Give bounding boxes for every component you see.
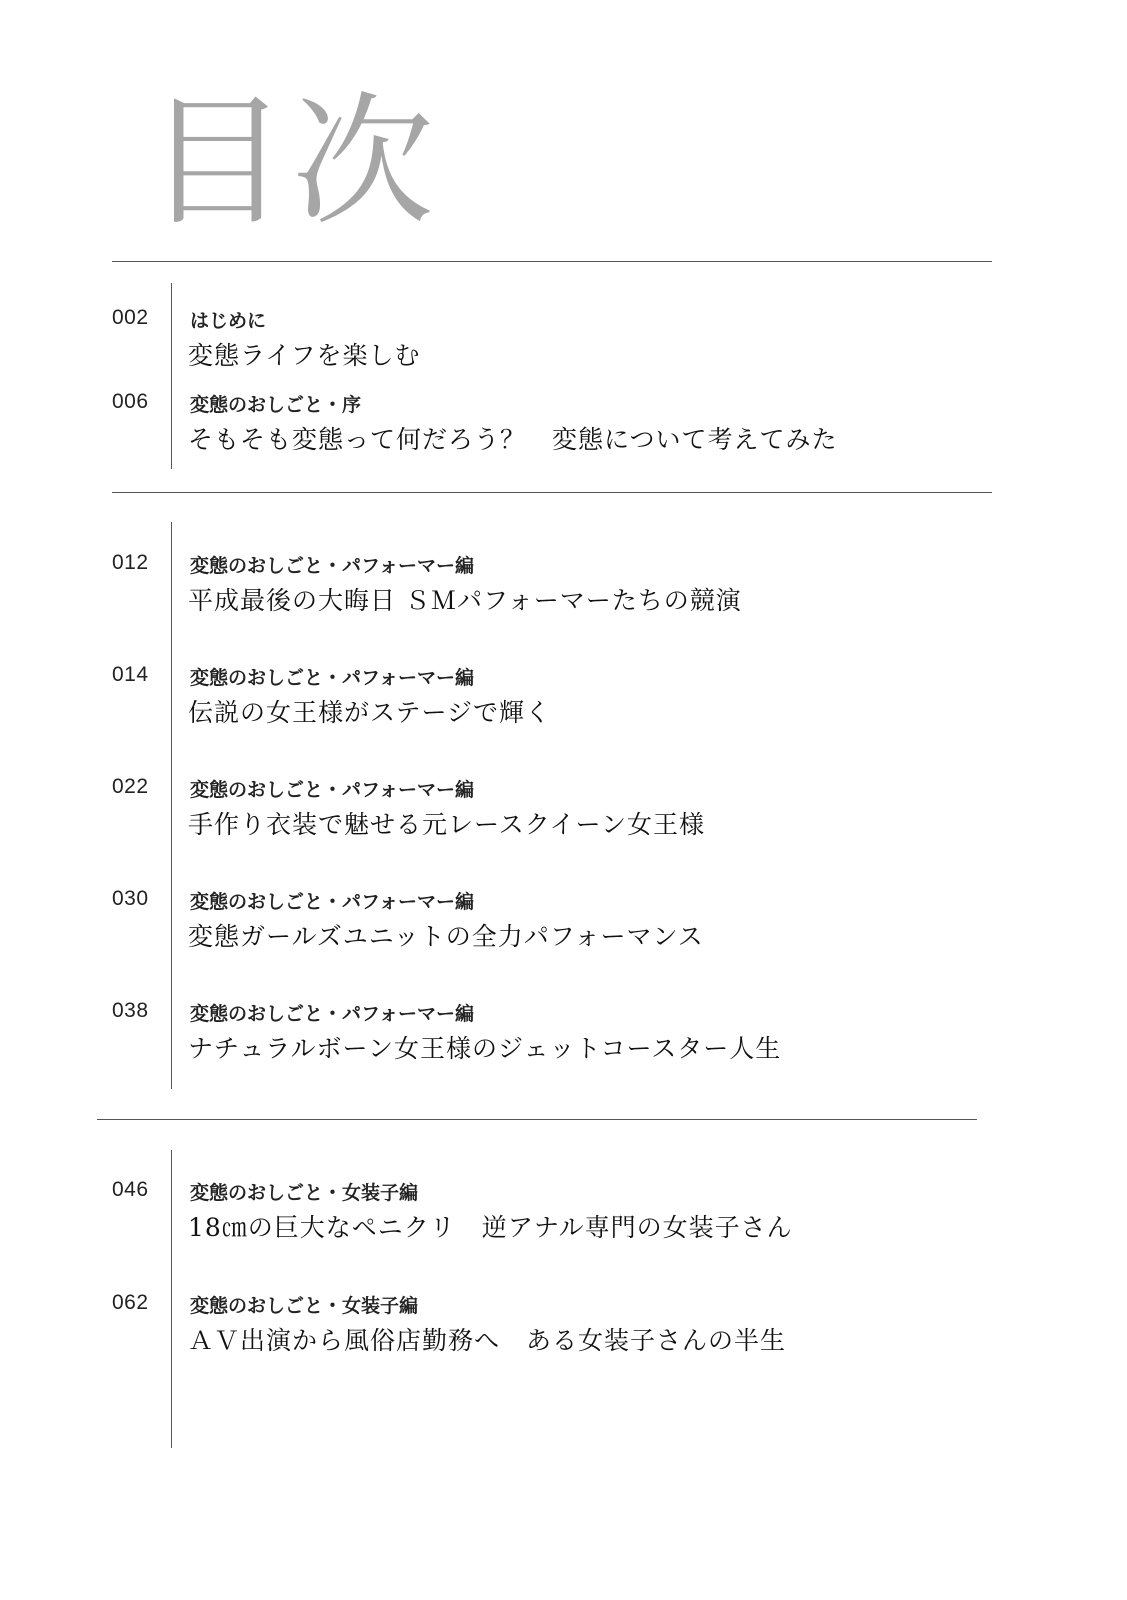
entry-title: 18㎝の巨大なペニクリ 逆アナル専門の女装子さん	[188, 1213, 793, 1242]
page-number: 030	[112, 887, 149, 910]
page-number: 006	[112, 390, 149, 413]
page-number: 022	[112, 775, 149, 798]
entry-title: 平成最後の大晦日 ＳＭパフォーマーたちの競演	[188, 586, 742, 615]
entry-title: 変態ライフを楽しむ	[188, 341, 421, 370]
page-number: 062	[112, 1291, 149, 1314]
entry-category: 変態のおしごと・パフォーマー編	[190, 1003, 475, 1025]
page-number: 002	[112, 306, 149, 329]
entry-category: 変態のおしごと・パフォーマー編	[190, 891, 475, 913]
entry-title: 手作り衣装で魅せる元レースクイーン女王様	[188, 810, 706, 839]
entry-title: 伝説の女王様がステージで輝く	[188, 698, 552, 727]
entry-title: ＡＶ出演から風俗店勤務へ ある女装子さんの半生	[188, 1326, 787, 1355]
entry-category: はじめに	[190, 310, 267, 332]
page-number: 014	[112, 663, 149, 686]
page-number: 046	[112, 1178, 149, 1201]
page-number: 038	[112, 999, 149, 1022]
entry-category: 変態のおしごと・女装子編	[190, 1295, 419, 1317]
section-1-vertical-rule	[171, 283, 172, 469]
entry-title: ナチュラルボーン女王様のジェットコースター人生	[188, 1034, 782, 1063]
entry-category: 変態のおしごと・パフォーマー編	[190, 555, 475, 577]
entry-category: 変態のおしごと・パフォーマー編	[190, 667, 475, 689]
divider-bottom	[97, 1119, 977, 1120]
section-3-vertical-rule	[171, 1150, 172, 1448]
page-number: 012	[112, 551, 149, 574]
entry-category: 変態のおしごと・パフォーマー編	[190, 779, 475, 801]
divider-middle	[112, 492, 992, 493]
divider-top	[112, 261, 992, 262]
page-title: 目次	[146, 80, 438, 245]
entry-category: 変態のおしごと・序	[190, 394, 362, 416]
entry-title: 変態ガールズユニットの全力パフォーマンス	[188, 922, 704, 951]
section-2-vertical-rule	[171, 522, 172, 1089]
entry-title: そもそも変態って何だろう？ 変態について考えてみた	[188, 425, 838, 454]
entry-category: 変態のおしごと・女装子編	[190, 1182, 419, 1204]
